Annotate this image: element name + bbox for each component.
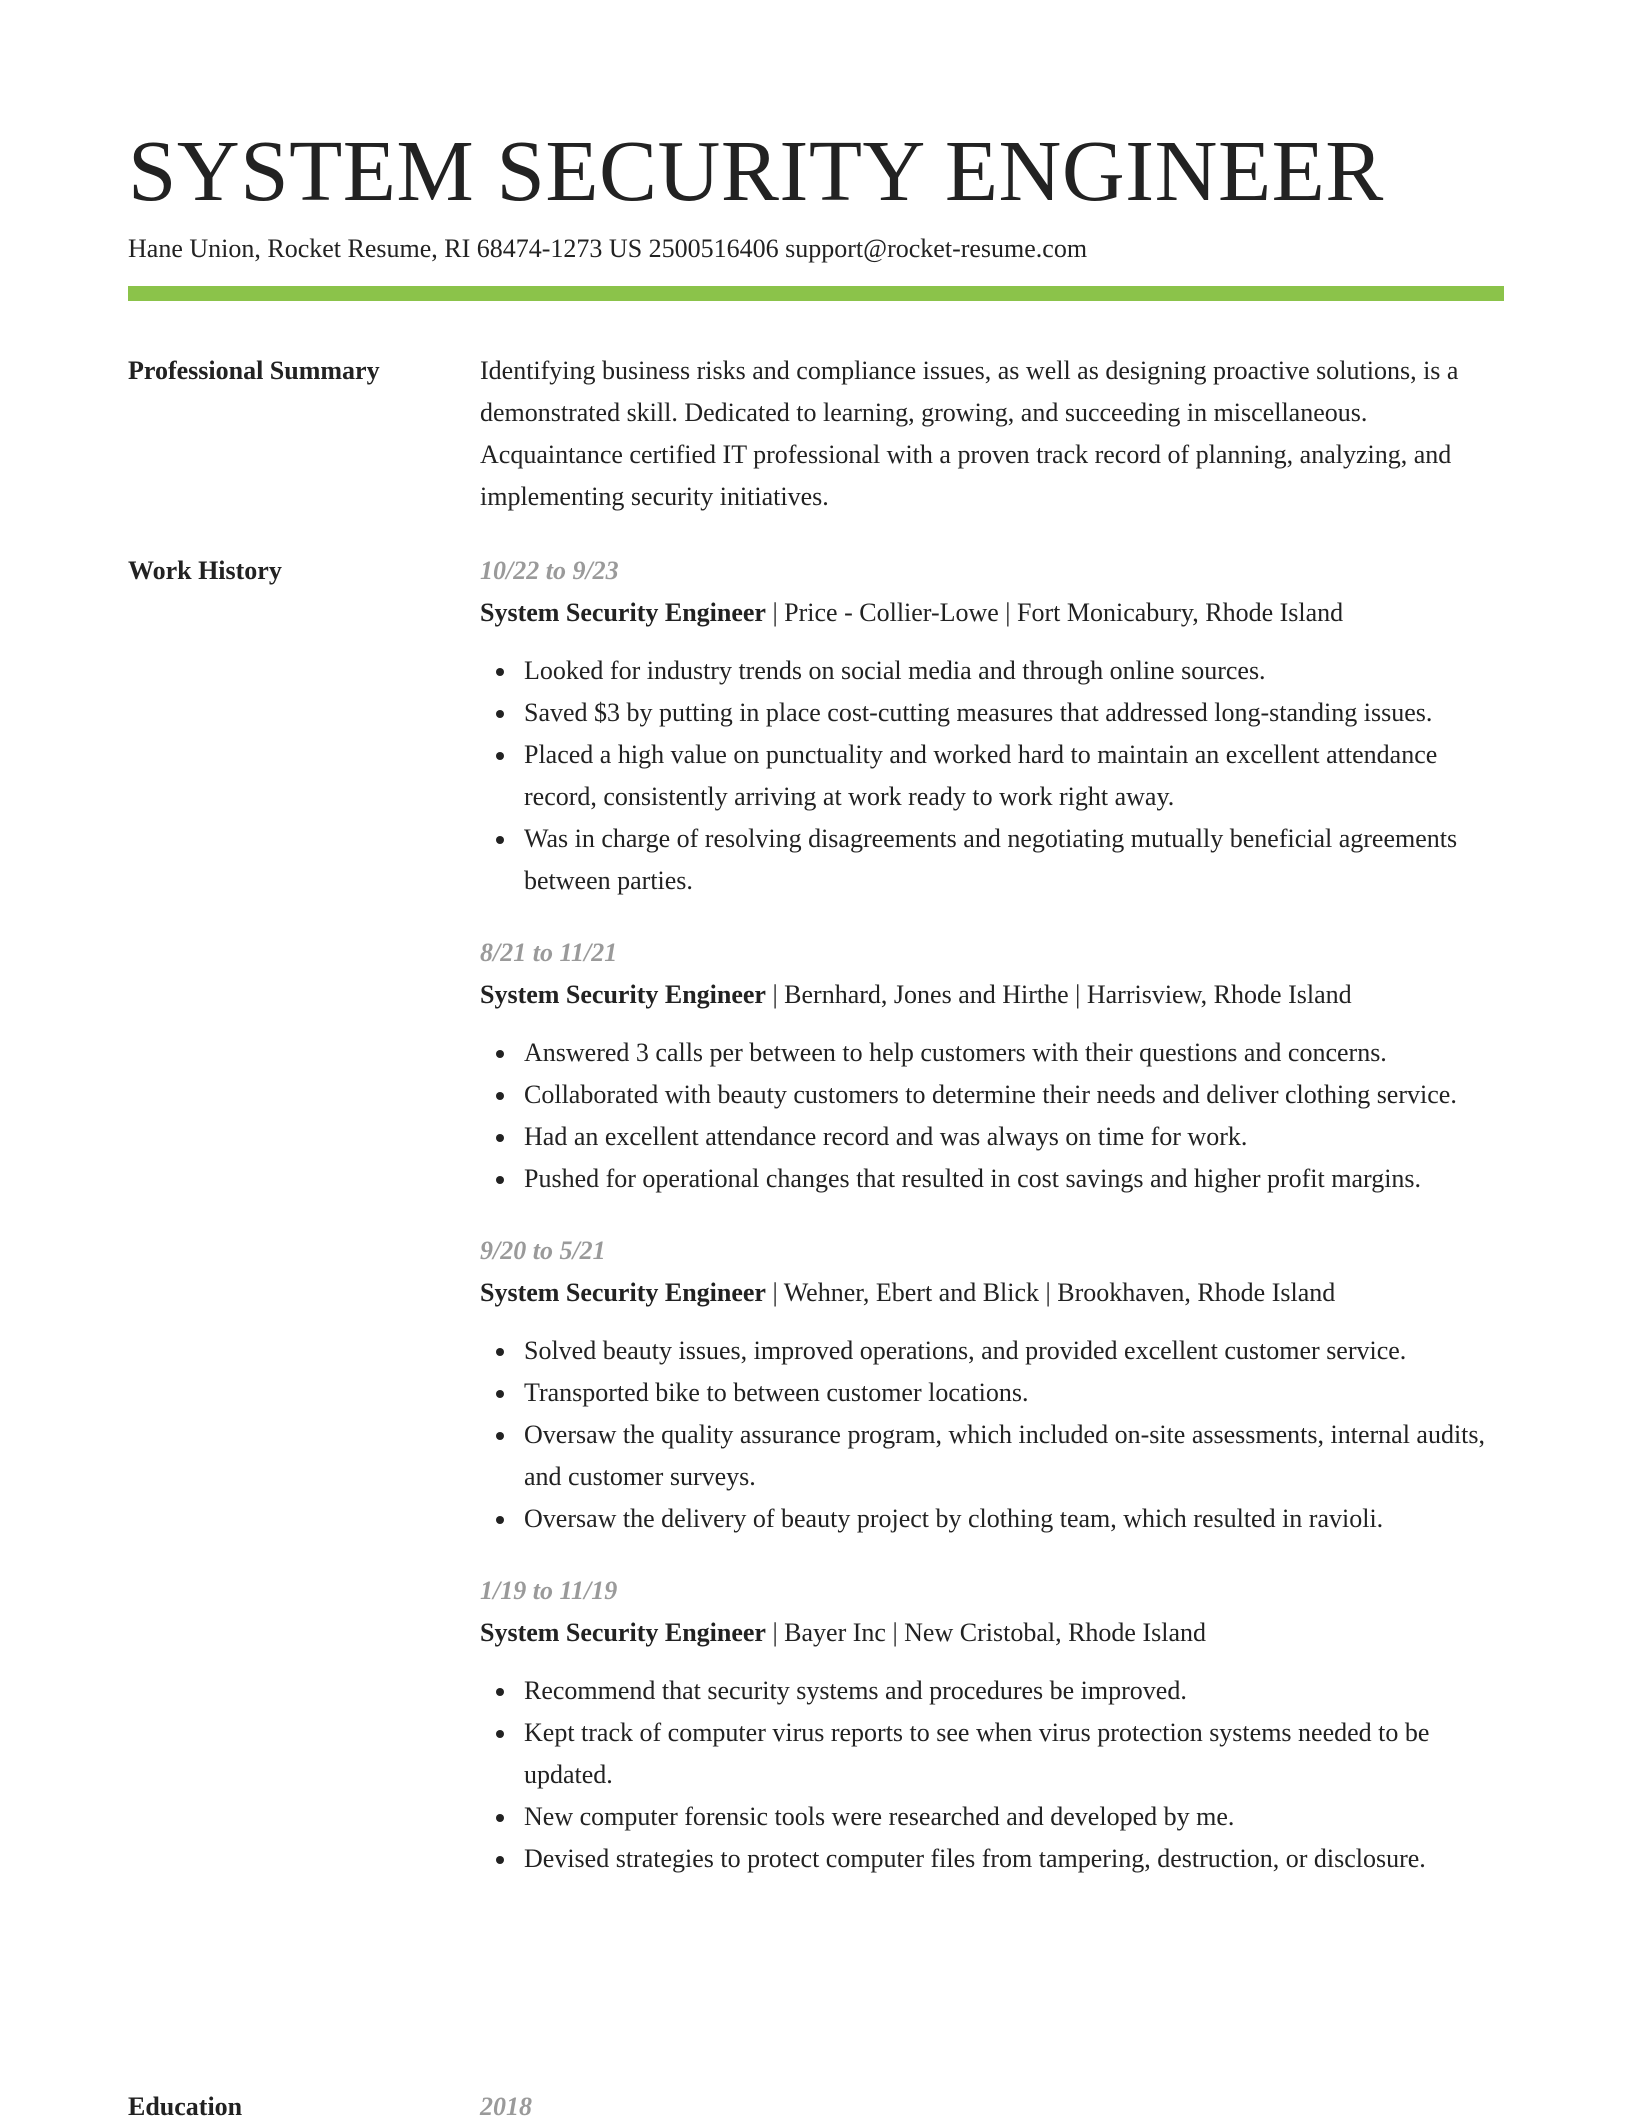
job-details: | Wehner, Ebert and Blick | Brookhaven, Rhode Island bbox=[765, 1278, 1336, 1307]
list-item: Oversaw the delivery of beauty project by clothing team, which resulted in ravioli. bbox=[524, 1498, 1510, 1540]
list-item: Answered 3 calls per between to help customers with their questions and concerns. bbox=[524, 1032, 1510, 1074]
list-item: Placed a high value on punctuality and worked hard to maintain an excellent attendance record, consistently arriving at work ready to work right away. bbox=[524, 734, 1510, 818]
list-item: Collaborated with beauty customers to determine their needs and deliver clothing service. bbox=[524, 1074, 1510, 1116]
resume-title: SYSTEM SECURITY ENGINEER bbox=[128, 122, 1384, 219]
list-item: Devised strategies to protect computer files from tampering, destruction, or disclosure. bbox=[524, 1838, 1510, 1880]
list-item: Transported bike to between customer locations. bbox=[524, 1372, 1510, 1414]
job-entry bbox=[480, 1230, 1510, 1540]
section-label-education: Education bbox=[128, 2092, 243, 2121]
job-details: | Bernhard, Jones and Hirthe | Harrisview, Rhode Island bbox=[765, 980, 1352, 1009]
accent-divider bbox=[128, 286, 1504, 301]
section-label-summary: Professional Summary bbox=[128, 356, 380, 385]
list-item: Was in charge of resolving disagreements and negotiating mutually beneficial agreements between parties. bbox=[524, 818, 1510, 902]
job-bullets bbox=[480, 1032, 1510, 1200]
job-entry bbox=[480, 550, 1510, 902]
job-title-line bbox=[480, 592, 1510, 634]
list-item: Solved beauty issues, improved operations, and provided excellent customer service. bbox=[524, 1330, 1510, 1372]
job-bullets bbox=[480, 1670, 1510, 1880]
work-history-body bbox=[480, 550, 1510, 1910]
education-body bbox=[480, 2086, 1510, 2128]
job-details: | Bayer Inc | New Cristobal, Rhode Island bbox=[765, 1618, 1207, 1647]
summary-text: Identifying business risks and compliance issues, as well as designing proactive solutions, is a demonstrated skill. Dedicated to learning, growing, and succeeding in miscellaneous. Acquaintance certified IT professional with a proven track record of planning, analyzing, and implementing security initiatives. bbox=[480, 356, 1459, 511]
job-details: | Price - Collier-Lowe | Fort Monicabury, Rhode Island bbox=[765, 598, 1344, 627]
job-title: System Security Engineer bbox=[480, 598, 766, 627]
job-title-line bbox=[480, 1272, 1510, 1314]
list-item: Saved $3 by putting in place cost-cutting measures that addressed long-standing issues. bbox=[524, 692, 1510, 734]
job-title: System Security Engineer bbox=[480, 1278, 766, 1307]
summary-body bbox=[480, 350, 1510, 518]
job-title: System Security Engineer bbox=[480, 1618, 766, 1647]
job-dates: 10/22 to 9/23 bbox=[480, 556, 619, 585]
list-item: Looked for industry trends on social media and through online sources. bbox=[524, 650, 1510, 692]
list-item: New computer forensic tools were researched and developed by me. bbox=[524, 1796, 1510, 1838]
job-bullets bbox=[480, 1330, 1510, 1540]
list-item: Kept track of computer virus reports to see when virus protection systems needed to be updated. bbox=[524, 1712, 1510, 1796]
contact-line: Hane Union, Rocket Resume, RI 68474-1273 US 2500516406 support@rocket-resume.com bbox=[128, 234, 1088, 263]
job-dates: 8/21 to 11/21 bbox=[480, 938, 618, 967]
job-entry bbox=[480, 1570, 1510, 1880]
job-entry bbox=[480, 932, 1510, 1200]
job-dates: 1/19 to 11/19 bbox=[480, 1576, 618, 1605]
job-title-line bbox=[480, 1612, 1510, 1654]
job-dates: 9/20 to 5/21 bbox=[480, 1236, 606, 1265]
section-label-work-history: Work History bbox=[128, 556, 282, 585]
list-item: Oversaw the quality assurance program, which included on-site assessments, internal audits, and customer surveys. bbox=[524, 1414, 1510, 1498]
job-bullets bbox=[480, 650, 1510, 902]
list-item: Pushed for operational changes that resulted in cost savings and higher profit margins. bbox=[524, 1158, 1510, 1200]
education-dates: 2018 bbox=[480, 2092, 532, 2121]
list-item: Recommend that security systems and procedures be improved. bbox=[524, 1670, 1510, 1712]
list-item: Had an excellent attendance record and was always on time for work. bbox=[524, 1116, 1510, 1158]
job-title: System Security Engineer bbox=[480, 980, 766, 1009]
job-title-line bbox=[480, 974, 1510, 1016]
